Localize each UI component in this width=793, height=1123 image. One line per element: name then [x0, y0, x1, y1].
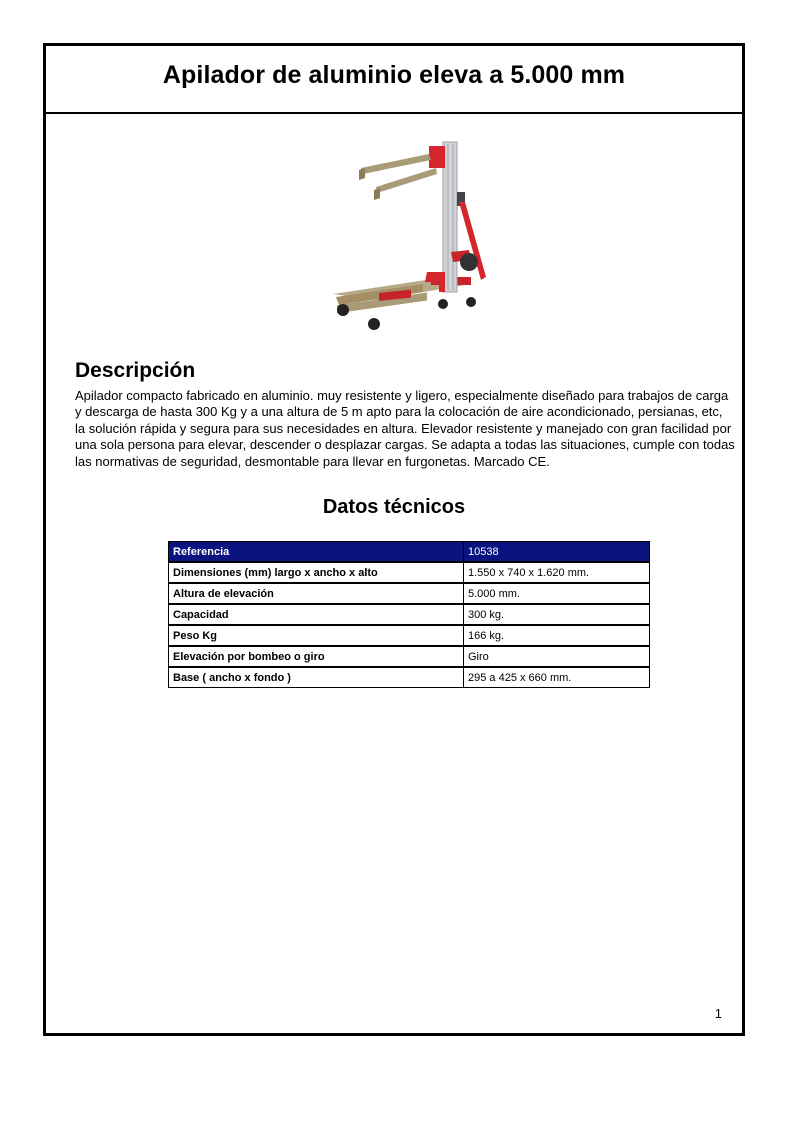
spec-value: 300 kg. [464, 604, 650, 625]
page-title: Apilador de aluminio eleva a 5.000 mm [162, 61, 626, 89]
spec-value: 166 kg. [464, 625, 650, 646]
table-row [168, 667, 650, 688]
specs-heading: Datos técnicos [322, 496, 466, 518]
spec-label: Dimensiones (mm) largo x ancho x alto [168, 562, 464, 583]
description-text: Apilador compacto fabricado en aluminio. muy resistente y ligero, especialmente diseñado para trabajos de carga y descarga de hasta 300 Kg y a una altura de 5 m apto para la colocación de aire acondicionado, persianas, etc, la solución rápida y segura para sus necesidades en altura. Elevador resistente y manejado con gran facilidad por una sola persona para elevar, descender o desplazar cargas. Se adapta a todas las situaciones, cumple con todas las normativas de seguridad, desmontable para llevar en furgonetas. Marcado CE. [75, 388, 735, 469]
table-row [168, 562, 650, 583]
spec-value: 295 a 425 x 660 mm. [464, 667, 650, 688]
spec-label: Referencia [168, 541, 464, 562]
spec-value: 10538 [464, 541, 650, 562]
table-row [168, 625, 650, 646]
product-photo [331, 132, 491, 332]
spec-label: Altura de elevación [168, 583, 464, 604]
specs-table [168, 541, 650, 688]
title-box [46, 46, 742, 114]
table-row [168, 583, 650, 604]
spec-label: Base ( ancho x fondo ) [168, 667, 464, 688]
page-frame [43, 43, 745, 1036]
page-number: 1 [714, 1006, 722, 1021]
spec-value: 5.000 mm. [464, 583, 650, 604]
spec-label: Peso Kg [168, 625, 464, 646]
table-row [168, 541, 650, 562]
table-row [168, 646, 650, 667]
spec-value: 1.550 x 740 x 1.620 mm. [464, 562, 650, 583]
spec-value: Giro [464, 646, 650, 667]
description-heading: Descripción [75, 359, 196, 382]
spec-label: Capacidad [168, 604, 464, 625]
spec-label: Elevación por bombeo o giro [168, 646, 464, 667]
table-row [168, 604, 650, 625]
